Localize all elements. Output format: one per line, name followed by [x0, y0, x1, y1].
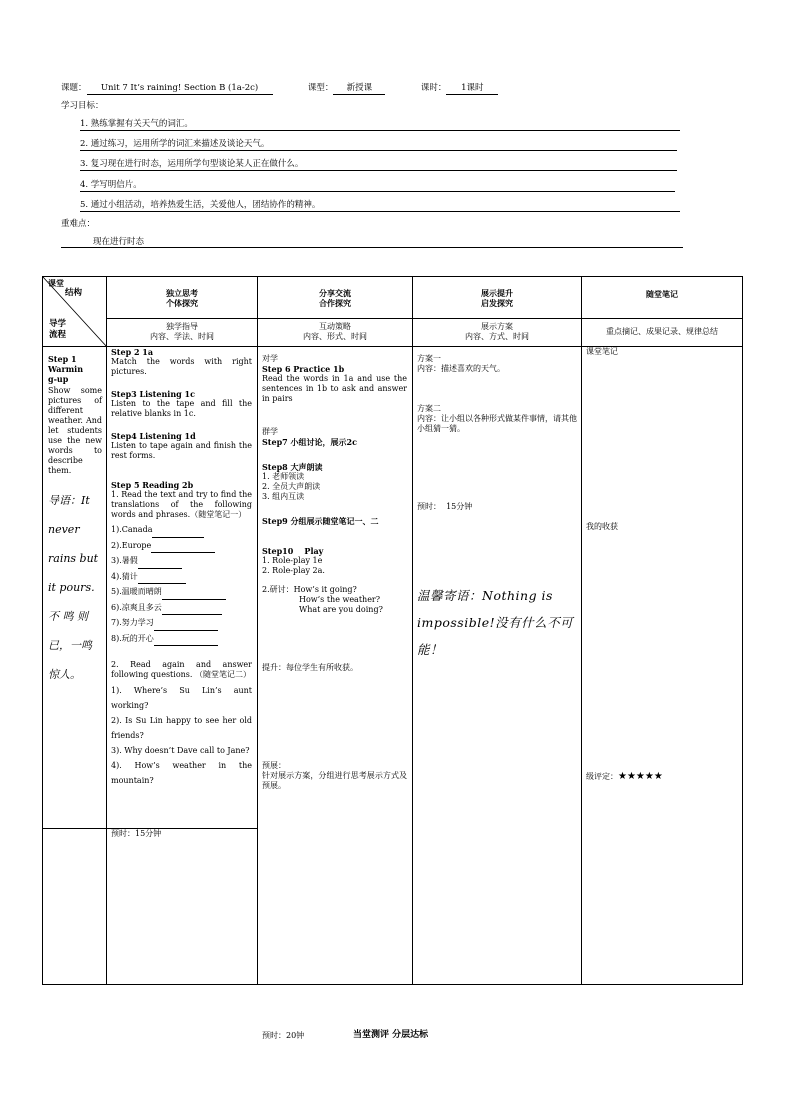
- independent-preview: 预时：15分钟: [111, 829, 162, 838]
- step7-title: Step7 小组讨论，展示2c: [262, 437, 357, 447]
- show-preview: 预时： 15分钟: [417, 502, 473, 511]
- rating-row: [586, 772, 663, 782]
- show-cell: [413, 347, 582, 985]
- topic-value: Unit 7 It’s raining! Section B (1a-2c): [87, 82, 273, 95]
- goal-3: 3. 复习现在进行时态，运用所学句型谈论某人正在做什么。: [80, 158, 677, 171]
- pair-label: 对学: [262, 354, 278, 363]
- key-label: 重难点：: [61, 219, 96, 229]
- step6-text: Read the words in 1a and use the sentences in 1b to ask and answer in pairs: [262, 374, 407, 403]
- goal-1: 1. 熟练掌握有关天气的词汇。: [80, 118, 680, 131]
- step5-text: 1. Read the text and try to find the translations of the following words and phrases.（随堂笔记一）: [111, 490, 252, 519]
- corner-flow: 流程: [49, 330, 67, 340]
- preshow-label: 预展：: [262, 761, 286, 770]
- type-value: 新授课: [333, 82, 385, 95]
- col-sub-show: 展示方案 内容、方式、时间: [413, 319, 582, 347]
- step3-title: Step3 Listening 1c: [111, 389, 195, 399]
- rating-label: 级评定：: [586, 772, 618, 781]
- goal-4: 4. 学写明信片。: [80, 179, 675, 192]
- rating-stars: ★★★★★: [618, 771, 663, 782]
- lift-text: 提升：每位学生有所收获。: [262, 663, 358, 672]
- step8-title: Step8 大声朗读: [262, 462, 323, 472]
- step10-title: Step10 Play: [262, 546, 324, 556]
- col-sub-notes: 重点摘记、成果记录、规律总结: [582, 319, 743, 347]
- corner-structure: 结构: [65, 288, 83, 298]
- plan1-label: 方案一: [417, 354, 441, 363]
- step5-title: Step 5 Reading 2b: [111, 480, 194, 490]
- step8-list: 1. 老师领读 2. 全员大声朗读 3. 组内互读: [262, 472, 321, 501]
- col-sub-cooperate: 互动策略 内容、形式、时间: [258, 319, 413, 347]
- plan2-text: 内容：让小组以各种形式做某件事情，请其他小组猜一猜。: [417, 414, 577, 433]
- corner-top: 课堂: [48, 278, 64, 288]
- footer-title: 当堂测评 分层达标: [353, 1030, 429, 1040]
- step2-title: Step 2 1a: [111, 347, 154, 357]
- col-header-notes: 随堂笔记: [582, 277, 743, 319]
- plan2-label: 方案二: [417, 404, 441, 413]
- drill-list: 2.研讨：How’s it going? How’s the weather? What are you doing?: [262, 585, 383, 614]
- hours-label: 课时：: [420, 83, 447, 93]
- step4-text: Listen to tape again and finish the rest forms.: [111, 441, 252, 460]
- gain-label: 我的收获: [586, 522, 618, 531]
- goal-5: 5. 通过小组活动，培养热爱生活，关爱他人，团结协作的精神。: [80, 199, 680, 212]
- independent-cell-bottom: [107, 829, 258, 985]
- corner-guide: 导学: [49, 319, 67, 329]
- goal-2: 2. 通过练习，运用所学的词汇来描述及谈论天气。: [80, 138, 677, 151]
- col-header-show: 展示提升 启发探究: [413, 277, 582, 319]
- col-sub-independent: 独学指导 内容、学法、时间: [107, 319, 258, 347]
- corner-cell: [43, 277, 107, 347]
- topic-label: 课题：: [61, 83, 87, 93]
- cooperate-preview: 预时：20钟: [262, 1031, 305, 1040]
- step6-title: Step 6 Practice 1b: [262, 364, 345, 374]
- type-label: 课型：: [307, 83, 334, 93]
- header-topic-row: [61, 82, 701, 94]
- flow-cell-bottom: [43, 829, 107, 985]
- step10-list: 1. Role-play 1e 2. Role-play 2a.: [262, 556, 325, 575]
- group-label: 群学: [262, 427, 278, 436]
- flow-cell: [43, 347, 107, 829]
- quote-text: 温馨寄语：Nothing is impossible!没有什么不可能！: [417, 588, 574, 657]
- col-header-cooperate: 分享交流 合作探究: [258, 277, 413, 319]
- read-again-text: 2. Read again and answer following questions. （随堂笔记二）: [111, 660, 252, 679]
- phrase-list: 1).Canada 2).Europe 3).暑假 4).猜计 5).温暖而晴朗 6).凉爽且多云 7).努力学习 8).玩的开心: [111, 522, 252, 646]
- question-list: 1). Where’s Su Lin’s aunt working? 2). Is Su Lin happy to see her old friends? 3). Why doesn’t Dave call to Jane? 4). How’s weather in the mountain?: [111, 686, 252, 785]
- step4-title: Step4 Listening 1d: [111, 431, 196, 441]
- plan1-text: 内容：描述喜欢的天气。: [417, 364, 505, 373]
- preshow-text: 针对展示方案，分组进行思考展示方式及预展。: [262, 771, 407, 790]
- notes-cell: [582, 347, 743, 985]
- col-header-independent: 独立思考 个体探究: [107, 277, 258, 319]
- step3-text: Listen to the tape and fill the relative blanks in 1c.: [111, 399, 252, 418]
- step1-text: Show some pictures of different weather. And let students use the new words to describe them.: [48, 386, 102, 475]
- key-value: 现在进行时态: [61, 236, 683, 248]
- independent-cell: [107, 347, 258, 829]
- step1-title: Step 1 Warming-up: [48, 354, 84, 384]
- step2-text: Match the words with right pictures.: [111, 357, 252, 376]
- goals-label: 学习目标：: [61, 101, 104, 111]
- class-note-label: 课堂笔记: [586, 347, 618, 356]
- guide-text: 导语：It never rains but it pours. 不 鸣 则 已，一鸣 惊人。: [48, 494, 99, 681]
- step9-title: Step9 分组展示随堂笔记一、二: [262, 516, 379, 526]
- hours-value: 1课时: [446, 82, 498, 95]
